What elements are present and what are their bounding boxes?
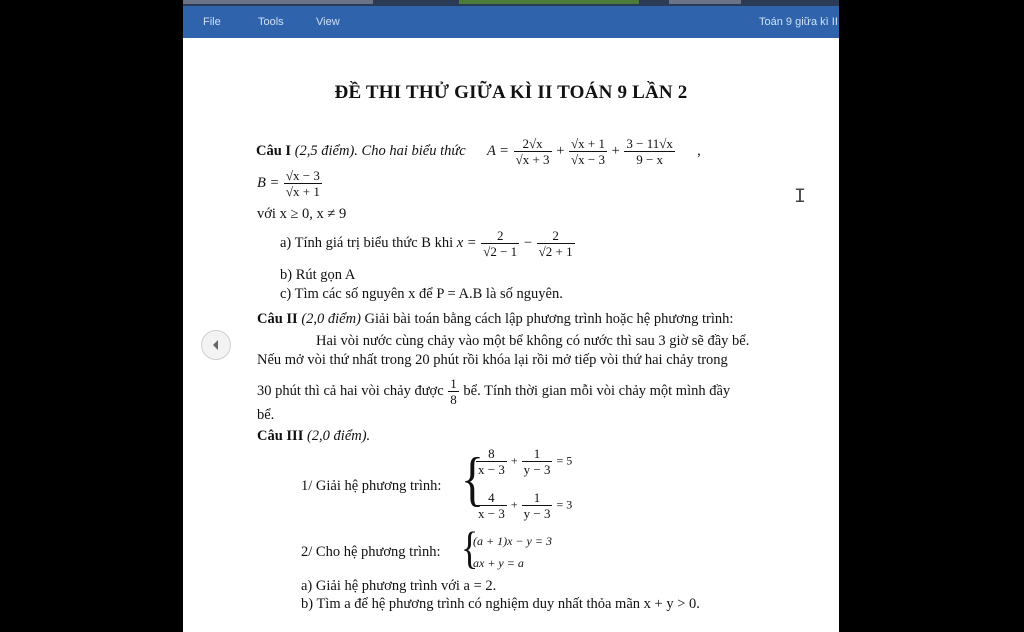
- q3-line: [257, 428, 370, 445]
- q1-part-a-frac1: $\frac{2}{√2 - 1}$: [483, 228, 518, 259]
- q1-part-c: c) Tìm các số nguyên x để P = A.B là số nguyên.: [280, 286, 563, 302]
- q1-condition: với x ≥ 0, x ≠ 9: [257, 206, 347, 222]
- q2-intro: Giải bài toán bằng cách lập phương trình hoặc hệ phương trình:: [364, 311, 734, 327]
- menu-bar: [183, 6, 839, 38]
- q1-part-a-x: x =: [456, 234, 477, 251]
- q3-system2-eq2: ax + y = a: [473, 556, 524, 570]
- top-strip-segment: [183, 0, 373, 4]
- q1-part-b: b) Rút gọn A: [280, 267, 356, 283]
- q2-label: Câu II: [257, 311, 298, 327]
- expr-a-term3: $\frac{3 - 11√x}{9 - x}$: [626, 136, 673, 167]
- q3-system1-eq2: $\frac{4}{x - 3}$ + $\frac{1}{y - 3}$ = 3: [478, 490, 573, 521]
- q3-points: (2,0 điểm).: [306, 428, 371, 444]
- q2-fraction: $\frac{1}{8}$: [450, 376, 457, 407]
- document-page: [183, 38, 839, 632]
- expr-a-term1: $\frac{2√x}{√x + 3}$: [515, 136, 550, 167]
- q1-part-a-frac2: $\frac{2}{√2 + 1}$: [538, 228, 573, 259]
- q2-text-line4: bể.: [257, 407, 275, 423]
- q2-line: [257, 311, 733, 328]
- q2-text-line3b: bể. Tính thời gian mỗi vòi chảy một mình đầy: [463, 382, 731, 399]
- expr-a-lhs: A =: [486, 142, 509, 159]
- expr-b-lhs: B =: [257, 174, 280, 191]
- q3-part2-a: a) Giải hệ phương trình với a = 2.: [301, 578, 497, 594]
- page-title: ĐỀ THI THỬ GIỮA KÌ II TOÁN 9 LẦN 2: [334, 82, 688, 103]
- previous-page-button[interactable]: [201, 330, 231, 360]
- text-cursor-icon: I: [794, 186, 807, 209]
- document-title: Toán 9 giữa kì II: [759, 16, 838, 28]
- top-strip-segment: [669, 0, 741, 4]
- q3-system2-brace: {: [461, 523, 479, 573]
- q3-label: Câu III: [257, 428, 304, 444]
- q3-part2-b: b) Tìm a để hệ phương trình có nghiệm duy nhất thỏa mãn x + y > 0.: [301, 596, 700, 612]
- q1-points: (2,5 điểm).: [294, 142, 358, 159]
- top-strip-segment: [459, 0, 639, 4]
- expr-a-term2: $\frac{√x + 1}{√x - 3}$: [571, 136, 605, 167]
- expr-b: [257, 168, 323, 199]
- q3-part2-text: 2/ Cho hệ phương trình:: [301, 544, 441, 560]
- q1-part-a: a) Tính giá trị biểu thức B khi x = $\frac{2}{√2 - 1}$ − $\frac{2}{√2 + 1}$: [280, 228, 573, 259]
- q1-intro: Cho hai biểu thức: [361, 142, 466, 159]
- q2-text-line3: [257, 376, 730, 407]
- menu-view[interactable]: View: [316, 16, 340, 28]
- chevron-left-icon: [209, 338, 223, 352]
- menu-file[interactable]: File: [203, 16, 221, 28]
- q1-label: Câu I: [256, 142, 292, 159]
- q1-part-a-text: a) Tính giá trị biểu thức B khi: [280, 234, 454, 251]
- q2-text-line2: Nếu mở vòi thứ nhất trong 20 phút rồi khóa lại rồi mở tiếp vòi thứ hai chảy trong: [257, 352, 728, 368]
- q3-system1-eq1: $\frac{8}{x - 3}$ + $\frac{1}{y - 3}$ = 5: [478, 446, 573, 477]
- q3-part1-text: 1/ Giải hệ phương trình:: [301, 478, 442, 494]
- q1-line: Câu I (2,5 điểm). Cho hai biểu thức A = $\frac{2√x}{√x + 3}$ + $\frac{√x + 1}{√x - 3}$ + $\frac{3 - 11√x}{9 - x}$ ,: [256, 136, 701, 167]
- q3-system2-eq1: (a + 1)x − y = 3: [473, 534, 552, 548]
- q2-text-line3a: 30 phút thì cả hai vòi chảy được: [257, 382, 444, 399]
- q2-text-line1: Hai vòi nước cùng chảy vào một bể không có nước thì sau 3 giờ sẽ đầy bể.: [316, 333, 750, 349]
- menu-tools[interactable]: Tools: [258, 16, 284, 28]
- expr-a-end: ,: [697, 142, 701, 159]
- expr-b-frac: $\frac{√x - 3}{√x + 1}$: [285, 168, 320, 199]
- q2-points: (2,0 điểm): [301, 311, 361, 327]
- q3-system1-brace: {: [461, 446, 485, 513]
